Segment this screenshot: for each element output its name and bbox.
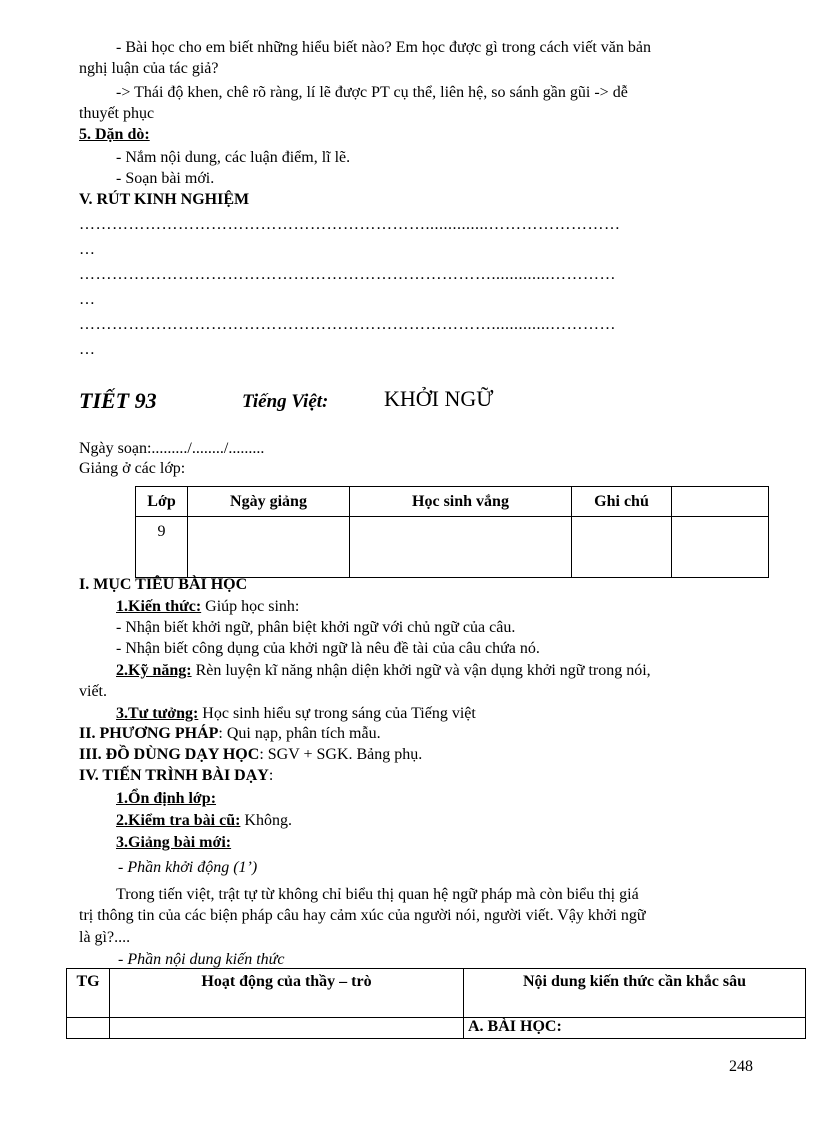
tiet-label: TIẾT 93 (79, 388, 157, 413)
dotted-line: … (79, 241, 96, 258)
step-2-line (116, 811, 292, 831)
content-label: - Phần nội dung kiến thức (118, 951, 285, 968)
page-number: 248 (729, 1058, 753, 1075)
giang-o: Giảng ở các lớp: (79, 460, 186, 477)
table-header: Ghi chú (572, 487, 672, 517)
methods-heading: II. PHƯƠNG PHÁP (79, 725, 219, 742)
knowledge-label: 1.Kiến thức: (116, 598, 202, 615)
table-header: Hoạt động của thầy – trò (110, 969, 464, 1018)
table-cell (67, 1018, 110, 1039)
methods-text: : Qui nạp, phân tích mẫu. (218, 725, 381, 742)
topic-label: KHỞI NGỮ (384, 386, 494, 411)
table-header: Học sinh vắng (350, 487, 572, 517)
table-cell: 9 (136, 517, 188, 578)
dotted-line: ………………………………………………………………….............………… (79, 316, 616, 333)
thought-label: 3.Tư tưởng: (116, 705, 199, 722)
question-line: - Bài học cho em biết những hiểu biết nào? Em học được gì trong cách viết văn bản (116, 39, 651, 56)
process-line (79, 766, 273, 786)
materials-heading: III. ĐỒ DÙNG DẠY HỌC (79, 746, 260, 763)
skill-label: 2.Kỹ năng: (116, 662, 192, 679)
dotted-line: ………………………………………………………………….............………… (79, 266, 616, 283)
table-header: Lớp (136, 487, 188, 517)
dan-do-item: - Soạn bài mới. (116, 170, 215, 187)
dotted-line: ………………………………………………………..............…………………… (79, 216, 621, 233)
table-row (136, 517, 769, 578)
warmup-label: - Phần khởi động (1’) (118, 859, 258, 876)
table-row (67, 1018, 806, 1039)
process-colon: : (268, 767, 274, 784)
knowledge-line (116, 597, 299, 617)
table-header (672, 487, 769, 517)
table-header: TG (67, 969, 110, 1018)
objectives-heading: I. MỤC TIÊU BÀI HỌC (79, 576, 248, 593)
table-cell (110, 1018, 464, 1039)
table-cell (350, 517, 572, 578)
question-line-cont: nghị luận của tác giả? (79, 60, 219, 77)
intro-line: trị thông tin của các biện pháp câu hay cảm xúc của người nói, người viết. Vậy khởi ngữ (79, 907, 646, 924)
table-header: Ngày giảng (188, 487, 350, 517)
table-cell (572, 517, 672, 578)
knowledge-item: - Nhận biết công dụng của khởi ngữ là nêu đề tài của câu chứa nó. (116, 640, 540, 657)
subject-label: Tiếng Việt: (242, 391, 329, 412)
knowledge-text: Giúp học sinh: (201, 598, 300, 615)
table-header: Nội dung kiến thức cần khắc sâu (464, 969, 806, 1018)
skill-text: Rèn luyện kĩ năng nhận diện khởi ngữ và vận dụng khởi ngữ trong nói, (191, 662, 651, 679)
intro-line: là gì?.... (79, 929, 131, 946)
dan-do-item: - Nắm nội dung, các luận điểm, lĩ lẽ. (116, 149, 351, 166)
table-cell (188, 517, 350, 578)
process-heading: IV. TIẾN TRÌNH BÀI DẠY (79, 767, 269, 784)
thought-text: Học sinh hiểu sự trong sáng của Tiếng việt (198, 705, 476, 722)
answer-line: -> Thái độ khen, chê rõ ràng, lí lẽ được PT cụ thể, liên hệ, so sánh gần gũi -> dễ (116, 84, 628, 101)
step-1: 1.Ổn định lớp: (116, 790, 217, 807)
table-cell: A. BÀI HỌC: (464, 1018, 806, 1039)
step-2-text: Không. (240, 812, 292, 829)
answer-line-cont: thuyết phục (79, 105, 155, 122)
dotted-line: … (79, 341, 96, 358)
rut-kinh-nghiem-heading: V. RÚT KINH NGHIỆM (79, 191, 250, 208)
skill-line-cont: viết. (79, 683, 107, 700)
lesson-title (79, 384, 779, 418)
materials-line (79, 745, 422, 765)
materials-text: : SGV + SGK. Bảng phụ. (259, 746, 423, 763)
content-table (66, 968, 806, 1039)
skill-line (116, 661, 651, 681)
knowledge-item: - Nhận biết khởi ngữ, phân biệt khởi ngữ với chủ ngữ của câu. (116, 619, 516, 636)
intro-line: Trong tiến việt, trật tự từ không chỉ biểu thị quan hệ ngữ pháp mà còn biểu thị giá (116, 886, 639, 903)
thought-line (116, 704, 476, 724)
dan-do-heading: 5. Dặn dò: (79, 126, 150, 143)
step-3: 3.Giảng bài mới: (116, 834, 232, 851)
ngay-soan: Ngày soạn:........./......../......... (79, 440, 265, 457)
table-cell (672, 517, 769, 578)
step-2-label: 2.Kiểm tra bài cũ: (116, 812, 241, 829)
dotted-line: … (79, 291, 96, 308)
class-table (135, 486, 769, 578)
methods-line (79, 724, 381, 744)
